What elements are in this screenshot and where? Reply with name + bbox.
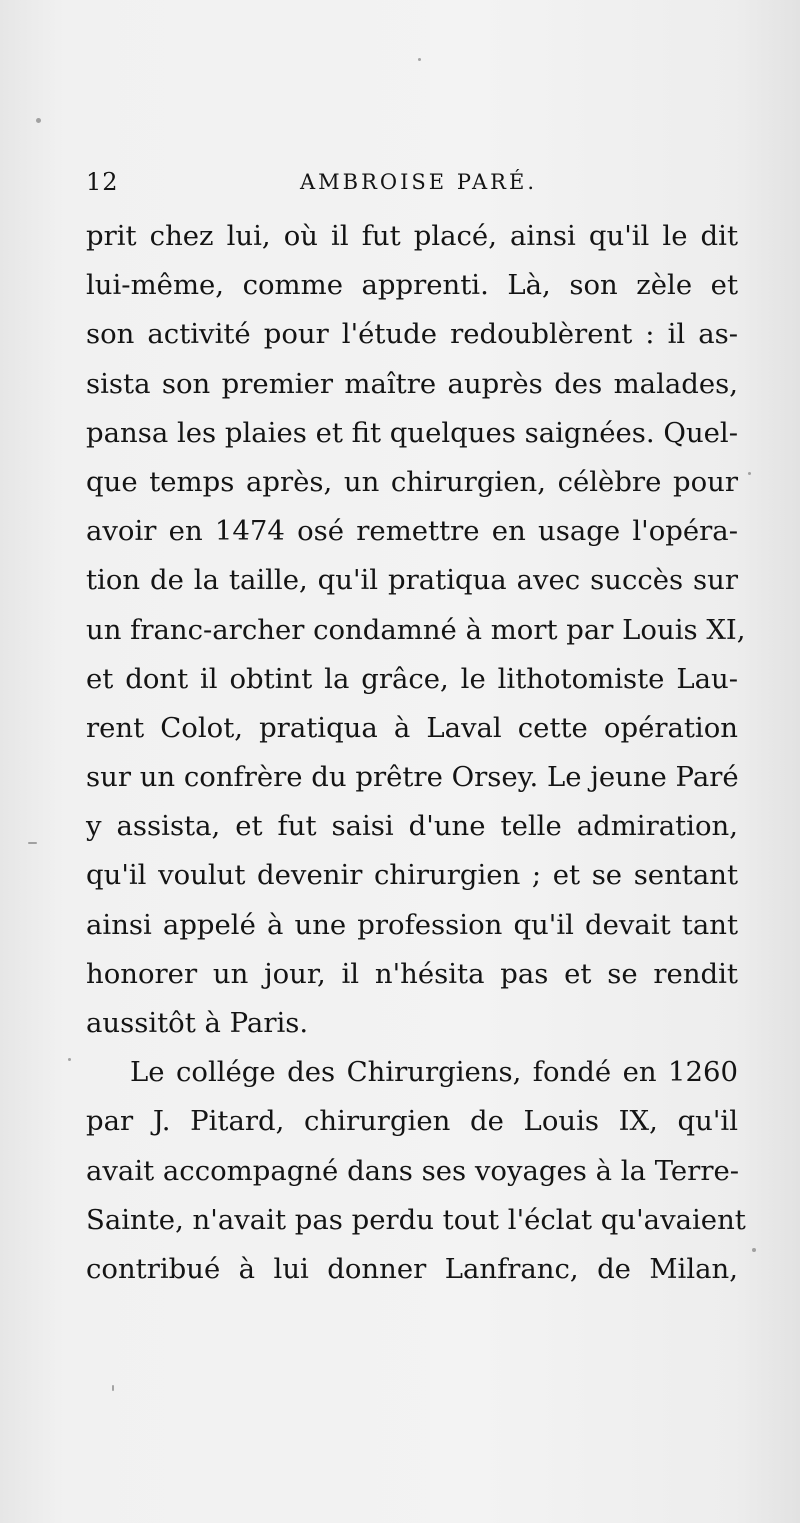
text-line: par J. Pitard, chirurgien de Louis IX, qu'il [86, 1105, 738, 1138]
text-line: un franc-archer condamné à mort par Louis XI, [86, 613, 746, 646]
paper-speck [752, 1248, 756, 1252]
text-line: honorer un jour, il n'hésita pas et se rendit [86, 957, 738, 990]
text-line: pansa les plaies et fit quelques saignées. Quel- [86, 416, 739, 449]
text-line: avoir en 1474 osé remettre en usage l'opéra- [86, 515, 738, 548]
text-line: que temps après, un chirurgien, célèbre pour [86, 465, 738, 498]
page-number: 12 [86, 168, 119, 196]
paragraph-start-line: Le collége des Chirurgiens, fondé en 1260 [130, 1056, 738, 1089]
text-line: ainsi appelé à une profession qu'il devait tant [86, 908, 738, 941]
paper-speck [68, 1058, 71, 1061]
text-line: Sainte, n'avait pas perdu tout l'éclat qu'avaient [86, 1203, 746, 1236]
paper-speck [36, 118, 41, 123]
text-line: rent Colot, pratiqua à Laval cette opération [86, 711, 738, 744]
paper-speck [748, 472, 751, 475]
text-line: tion de la taille, qu'il pratiqua avec succès sur [86, 564, 738, 597]
text-line: lui-même, comme apprenti. Là, son zèle et [86, 269, 738, 302]
text-line: sur un confrère du prêtre Orsey. Le jeune Paré [86, 761, 739, 794]
text-line: avait accompagné dans ses voyages à la Terre- [86, 1154, 740, 1187]
text-line: prit chez lui, où il fut placé, ainsi qu'il le dit [86, 220, 738, 252]
text-line: son activité pour l'étude redoublèrent : il as- [86, 318, 738, 351]
text-line: et dont il obtint la grâce, le lithotomiste Lau- [86, 662, 738, 695]
text-line: aussitôt à Paris. [86, 1007, 309, 1039]
page-header [86, 168, 736, 204]
text-line: contribué à lui donner Lanfranc, de Milan, [86, 1252, 738, 1285]
paper-speck [112, 1385, 114, 1391]
paper-speck [418, 58, 421, 61]
text-line: sista son premier maître auprès des malades, [86, 367, 738, 400]
paper-speck [28, 842, 37, 844]
text-line: qu'il voulut devenir chirurgien ; et se sentant [86, 859, 738, 892]
text-line: y assista, et fut saisi d'une telle admiration, [86, 810, 738, 843]
body-text [86, 212, 746, 1294]
running-head: AMBROISE PARÉ. [300, 170, 537, 194]
